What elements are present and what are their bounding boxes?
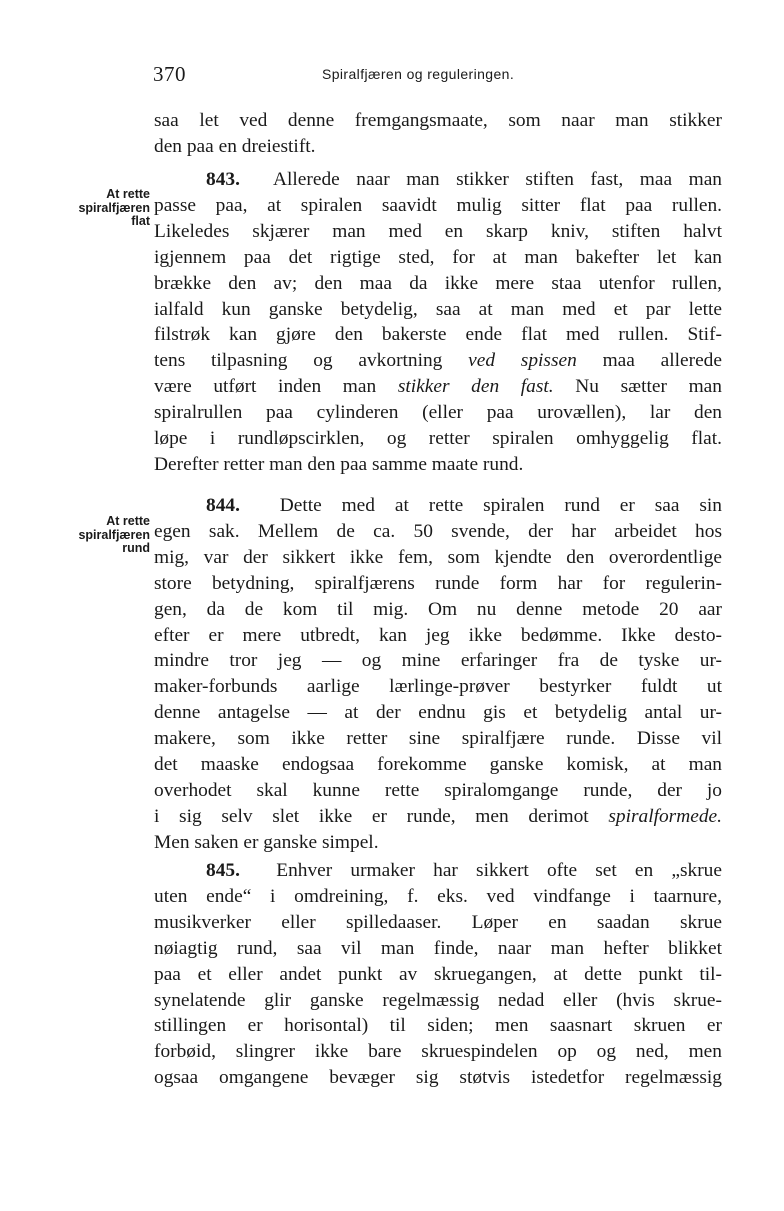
text-line: stillingen er horisontal) til siden; men saasnart skruen er (154, 1015, 722, 1037)
text-line: gen, da de kom til mig. Om nu denne metode 20 aar (154, 598, 722, 620)
section-number: 844. (206, 495, 240, 516)
text-line: Men saken er ganske simpel. (154, 831, 379, 853)
text-line: filstrøk kan gjøre den bakerste ende flat med rullen. Stif- (154, 324, 722, 346)
text-line: maker-forbunds aarlige lærlinge-prøver bestyrker fuldt ut (154, 676, 722, 698)
text-line: mindre tror jeg — og mine erfaringer fra de tyske ur- (154, 650, 722, 672)
text-line: ogsaa omgangene bevæger sig støtvis istedetfor regelmæssig (154, 1067, 722, 1089)
text-line: ialfald kun ganske betydelig, saa at man med et par lette (154, 298, 722, 320)
text-line: makere, som ikke retter sine spiralfjære runde. Disse vil (154, 728, 722, 750)
italic-phrase: ved spissen (468, 350, 577, 372)
text-line: 843. Allerede naar man stikker stiften fast, maa man (206, 169, 722, 190)
section-number: 843. (206, 169, 240, 190)
text-line: mig, var der sikkert ikke fem, som kjendte den overordentlige (154, 546, 722, 568)
text-line: passe paa, at spiralen saavidt mulig sitter flat paa rullen. (154, 194, 722, 216)
text-line: efter er mere utbredt, kan jeg ikke bedømme. Ikke desto- (154, 624, 722, 646)
text-line: saa let ved denne fremgangsmaate, som naar man stikker (154, 110, 722, 131)
margin-note-843: At rette spiralfjæren flat (78, 187, 150, 228)
text-line: være utført inden man stikker den fast. Nu sætter man (154, 376, 722, 398)
text-line: paa et eller andet punkt av skruegangen, at dette punkt til- (154, 963, 722, 985)
text-line: den paa en dreiestift. (154, 135, 316, 157)
text-line: Likeledes skjærer man med en skarp kniv, stiften halvt (154, 220, 722, 242)
text-line: spiralrullen paa cylinderen (eller paa urovællen), lar den (154, 402, 722, 424)
text-line: overhodet skal kunne rette spiralomgange runde, der jo (154, 779, 722, 801)
paragraph-continuation (154, 108, 722, 160)
paragraph-844 (154, 493, 722, 856)
text-line: brække den av; den maa da ikke mere staa utenfor rullen, (154, 272, 722, 294)
text-line: 845. Enhver urmaker har sikkert ofte set en „skrue (206, 860, 722, 881)
page-number: 370 (153, 62, 186, 86)
text-line: egen sak. Mellem de ca. 50 svende, der har arbeidet hos (154, 520, 722, 542)
text-line: det maaske endogsaa forekomme ganske komisk, at man (154, 754, 722, 776)
paragraph-845 (154, 858, 722, 1091)
text-line: Derefter retter man den paa samme maate rund. (154, 453, 524, 475)
paragraph-843 (154, 167, 722, 478)
running-title: Spiralfjæren og reguleringen. (322, 66, 515, 82)
text-line: 844. Dette med at rette spiralen rund er saa sin (206, 495, 722, 516)
text-line: forbøid, slingrer ikke bare skruespindelen op og ned, men (154, 1041, 722, 1063)
text-line: synelatende glir ganske regelmæssig nedad eller (hvis skrue- (154, 989, 722, 1011)
margin-note-844: At rette spiralfjæren rund (78, 514, 150, 555)
text-line: løpe i rundløpscirklen, og retter spiralen omhyggelig flat. (154, 428, 722, 450)
text-line: tens tilpasning og avkortning ved spissen maa allerede (154, 350, 722, 372)
text-line: musikverker eller spilledaaser. Løper en saadan skrue (154, 911, 722, 933)
text-line: igjennem paa det rigtige sted, for at man bakefter let kan (154, 246, 722, 268)
italic-phrase: stikker den fast. (397, 376, 554, 398)
italic-phrase: spiralformede. (608, 805, 722, 827)
text-line: nøiagtig rund, saa vil man finde, naar man hefter blikket (154, 937, 722, 959)
section-number: 845. (206, 860, 240, 881)
text-line: uten ende“ i omdreining, f. eks. ved vindfange i taarnure, (154, 885, 722, 907)
text-line: store betydning, spiralfjærens runde form har for regulerin- (154, 572, 722, 594)
text-line: i sig selv slet ikke er runde, men derimot spiralformede. (154, 805, 722, 827)
text-line: denne antagelse — at der endnu gis et betydelig antal ur- (154, 702, 722, 724)
